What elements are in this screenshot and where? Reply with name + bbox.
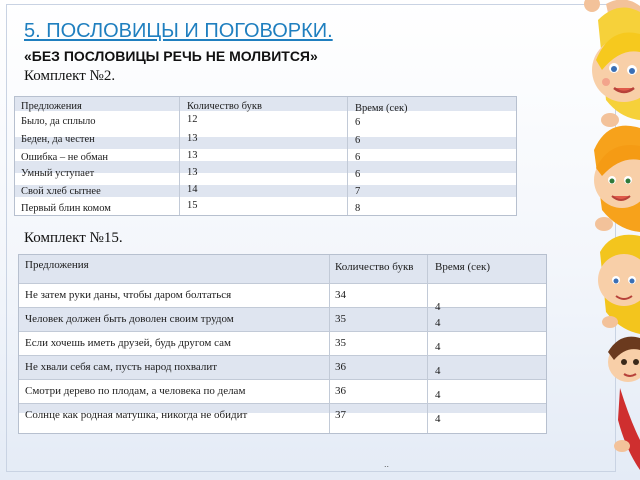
row-divider	[19, 331, 546, 332]
table-cell: 13	[187, 150, 198, 161]
column-divider	[427, 255, 428, 433]
table-cell: 14	[187, 184, 198, 195]
slide-title: 5. ПОСЛОВИЦЫ И ПОГОВОРКИ.	[24, 20, 333, 42]
column-divider	[329, 255, 330, 433]
table-cell: Умный уступает	[21, 168, 95, 179]
row-divider	[19, 355, 546, 356]
row-divider	[19, 379, 546, 380]
table-cell: 4	[435, 389, 441, 401]
table-cell: 4	[435, 365, 441, 377]
column-header: Время (сек)	[355, 103, 408, 114]
table-cell: 4	[435, 341, 441, 353]
table-cell: Солнце как родная матушка, никогда не обидит	[25, 409, 248, 421]
table-cell: 37	[335, 409, 346, 421]
table-cell: 4	[435, 317, 441, 329]
footer-dots: ..	[384, 459, 390, 469]
set1-label: Комплект №2.	[24, 68, 116, 84]
table-cell: 13	[187, 167, 198, 178]
column-header: Количество букв	[335, 261, 414, 273]
table-cell: 7	[355, 186, 361, 197]
table-cell: 6	[355, 152, 361, 163]
row-divider	[19, 283, 546, 284]
column-divider	[347, 97, 348, 215]
row-divider	[19, 403, 546, 404]
cartoon-children-peeking-icon	[540, 0, 640, 480]
column-header: Время (сек)	[435, 261, 491, 273]
table-cell: 36	[335, 385, 346, 397]
table-cell: Свой хлеб сытнее	[21, 186, 101, 197]
table-cell: 6	[355, 135, 361, 146]
table-cell: 4	[435, 413, 441, 425]
column-header: Количество букв	[187, 101, 262, 112]
table-cell: 8	[355, 203, 361, 214]
table-cell: Не хвали себя сам, пусть народ похвалит	[25, 361, 218, 373]
table-cell: 34	[335, 289, 346, 301]
table-cell: 35	[335, 337, 346, 349]
column-header: Предложения	[21, 101, 82, 112]
table-cell: Человек должен быть доволен своим трудом	[25, 313, 234, 325]
column-divider	[179, 97, 180, 215]
table-cell: 13	[187, 133, 198, 144]
table-cell: Ошибка – не обман	[21, 152, 108, 163]
table-cell: 12	[187, 114, 198, 125]
table-cell: Не затем руки даны, чтобы даром болтаться	[25, 289, 232, 301]
table-row-shade	[15, 97, 516, 111]
slide-subtitle: «БЕЗ ПОСЛОВИЦЫ РЕЧЬ НЕ МОЛВИТСЯ»	[24, 48, 318, 64]
table-cell: Было, да сплыло	[21, 116, 96, 127]
table-cell: 6	[355, 117, 361, 128]
proverbs-table-set2	[14, 96, 517, 216]
column-header: Предложения	[25, 259, 89, 271]
table-cell: 4	[435, 301, 441, 313]
table-cell: Первый блин комом	[21, 203, 111, 214]
table-cell: 35	[335, 313, 346, 325]
table-cell: Беден, да честен	[21, 134, 95, 145]
table-cell: Если хочешь иметь друзей, будь другом сам	[25, 337, 231, 349]
row-divider	[19, 307, 546, 308]
table-cell: 36	[335, 361, 346, 373]
table-cell: Смотри дерево по плодам, а человека по делам	[25, 385, 246, 397]
table-cell: 15	[187, 200, 198, 211]
set2-label: Комплект №15.	[24, 230, 123, 246]
proverbs-table-set15	[18, 254, 547, 434]
table-cell: 6	[355, 169, 361, 180]
